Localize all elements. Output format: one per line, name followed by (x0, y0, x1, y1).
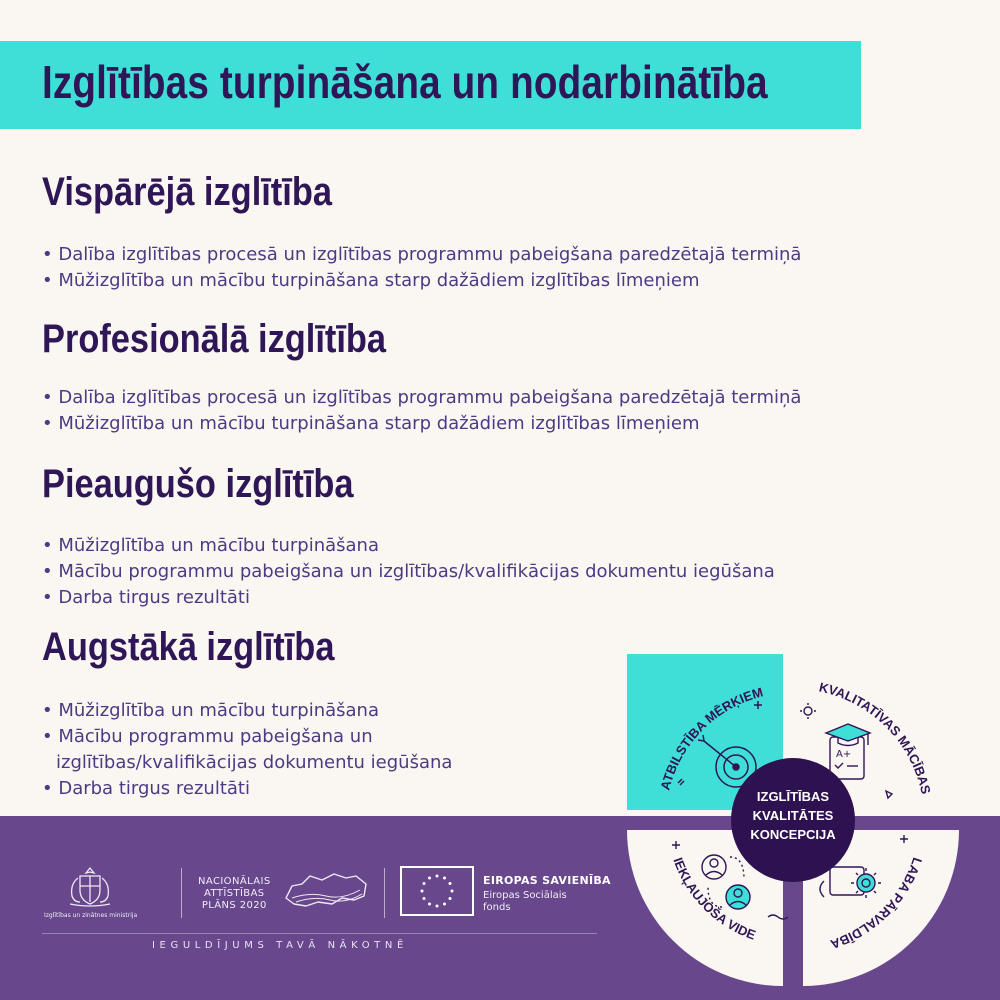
section-list-vocational (42, 385, 801, 437)
svg-text:A+: A+ (836, 749, 852, 760)
list-item: • Mūžizglītība un mācību turpināšana (42, 533, 775, 559)
list-item: • Darba tirgus rezultāti (42, 585, 775, 611)
eu-star (443, 877, 446, 880)
list-item: • Mūžizglītība un mācību turpināšana starp dažādiem izglītības līmeņiem (42, 268, 801, 294)
eu-star (436, 905, 439, 908)
footer-divider (181, 868, 182, 918)
list-item: • Dalība izglītības procesā un izglītības programmu pabeigšana paredzētajā termiņā (42, 385, 801, 411)
segment-label-top-right: KVALITATĪVAS MĀCĪBAS (817, 679, 934, 796)
section-heading-vocational: Profesionālā izglītība (42, 317, 387, 361)
nap-line: NACIONĀLAIS (198, 876, 271, 887)
eu-star (448, 882, 451, 885)
eu-star (443, 902, 446, 905)
nap-logo-text (198, 876, 271, 912)
eu-star (451, 890, 454, 893)
ministry-name: Izglītības un zinātnes ministrija (44, 912, 138, 919)
page-title: Izglītības turpināšana un nodarbinātība (42, 56, 768, 108)
eu-star (428, 877, 431, 880)
center-text-line: KVALITĀTES (752, 808, 834, 823)
eu-star (436, 875, 439, 878)
list-item: • Mācību programmu pabeigšana un izglītības/kvalifikācijas dokumentu iegūšana (42, 559, 775, 585)
section-list-general (42, 242, 801, 294)
list-item: • Mūžizglītība un mācību turpināšana starp dažādiem izglītības līmeņiem (42, 411, 801, 437)
eu-fund-line: fonds (483, 902, 511, 913)
list-item: • Mācību programmu pabeigšana un (42, 724, 452, 750)
section-heading-higher: Augstākā izglītība (42, 625, 335, 669)
list-item: • Dalība izglītības procesā un izglītības programmu pabeigšana paredzētajā termiņā (42, 242, 801, 268)
footer-divider (384, 868, 385, 918)
quality-concept-wheel (618, 645, 968, 995)
list-item: • Mūžizglītība un mācību turpināšana (42, 698, 452, 724)
eu-star (421, 890, 424, 893)
eu-fund-line: Eiropas Sociālais (483, 890, 567, 901)
eu-title: EIROPAS SAVIENĪBA (483, 874, 611, 887)
center-text-line: KONCEPCIJA (750, 827, 836, 842)
title-banner (0, 41, 861, 129)
eu-flag (400, 866, 474, 916)
nap-line: PLĀNS 2020 (201, 900, 267, 911)
eu-star (423, 882, 426, 885)
segment-label-top-left: ATBILSTĪBA MĒRĶIEM (657, 684, 765, 792)
section-heading-adult: Pieaugušo izglītība (42, 462, 354, 506)
eu-star (448, 897, 451, 900)
segment-label-bottom-right: LABA PĀRVALDĪBA (828, 855, 926, 953)
list-item: • Darba tirgus rezultāti (42, 776, 452, 802)
segment-label-bottom-left: IEKĻAUJOŠA VIDE (670, 855, 758, 943)
latvia-map-icon (280, 868, 372, 912)
section-list-higher (42, 698, 452, 802)
eu-stars-icon (402, 868, 472, 914)
eu-star (423, 897, 426, 900)
eu-star (428, 902, 431, 905)
center-text-line: IZGLĪTĪBAS (756, 789, 830, 804)
eu-fund (483, 890, 567, 914)
tagline: IEGULDĪJUMS TAVĀ NĀKOTNĒ (152, 940, 408, 951)
coat-of-arms-icon (62, 864, 118, 908)
list-item-continuation: izglītības/kvalifikācijas dokumentu iegūšana (56, 752, 453, 773)
footer-rule (42, 933, 597, 934)
section-list-adult (42, 533, 775, 611)
nap-line: ATTĪSTĪBAS (204, 888, 265, 899)
section-heading-general: Vispārējā izglītība (42, 170, 332, 214)
